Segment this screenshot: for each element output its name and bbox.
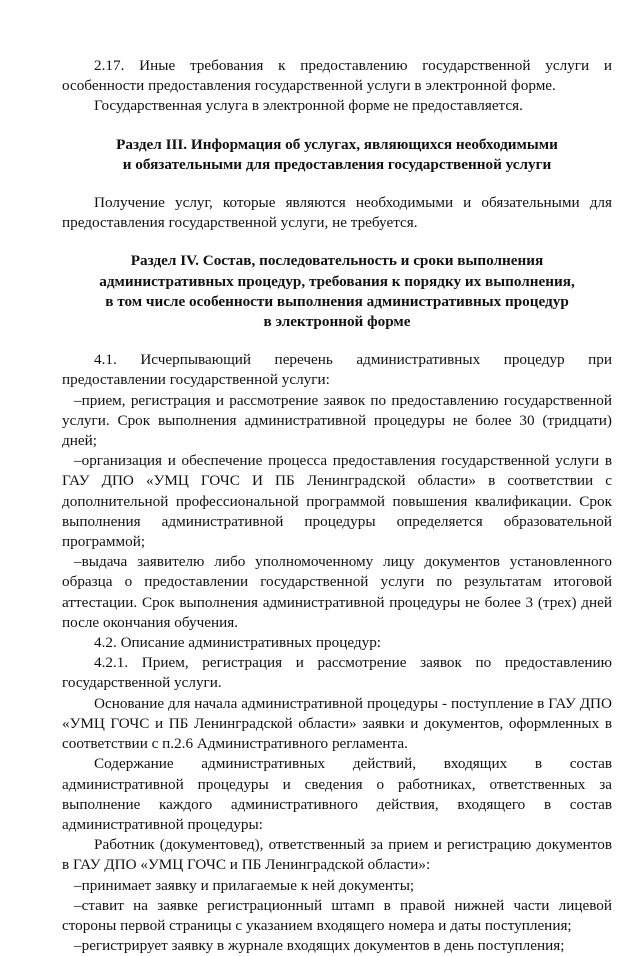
paragraph-2-17: 2.17. Иные требования к предоставлению государственной услуги и особенности предоставления государственной услуги в электронной форме. xyxy=(62,57,612,95)
paragraph-4-2: 4.2. Описание административных процедур: xyxy=(94,634,382,652)
section-4-heading xyxy=(62,251,612,332)
section-3-heading xyxy=(62,135,612,175)
action-item-1: –принимает заявку и прилагаемые к ней документы; xyxy=(74,876,415,894)
procedure-item-2: –организация и обеспечение процесса предоставления государственной услуги в ГАУ ДПО «УМЦ ГОЧС И ПБ Ленинградской области» в соответствии с дополнительной профессиональной программой повышения квалификации. Срок выполнения административной процедуры определяется образовательной программой; xyxy=(62,452,612,551)
action-item-3: –регистрирует заявку в журнале входящих документов в день поступления; xyxy=(74,937,565,955)
section-3-title-line-2: и обязательными для предоставления государственной услуги xyxy=(122,155,552,173)
document-page xyxy=(62,56,612,956)
action-item-2: –ставит на заявке регистрационный штамп в правой нижней части лицевой стороны первой страницы с указанием входящего номера и даты поступления; xyxy=(62,896,612,934)
section-3-title-line-1: Раздел III. Информация об услугах, являющихся необходимыми xyxy=(116,135,558,153)
paragraph-4-2-1: 4.2.1. Прием, регистрация и рассмотрение заявок по предоставлению государственной услуги. xyxy=(62,654,612,692)
paragraph-basis: Основание для начала административной процедуры - поступление в ГАУ ДПО «УМЦ ГОЧС и ПБ Ленинградской области» заявки и документов, оформленных в соответствии с п.2.6 Административного регламента. xyxy=(62,694,612,753)
section-3-text: Получение услуг, которые являются необходимыми и обязательными для предоставления государственной услуги, не требуется. xyxy=(62,194,612,232)
paragraph-4-1: 4.1. Исчерпывающий перечень административных процедур при предоставлении государственной услуги: xyxy=(62,351,612,389)
paragraph-worker: Работник (документовед), ответственный за прием и регистрацию документов в ГАУ ДПО «УМЦ ГОЧС и ПБ Ленинградской области»: xyxy=(62,836,612,874)
section-4-title-line-4: в электронной форме xyxy=(263,313,411,331)
section-4-title-line-1: Раздел IV. Состав, последовательность и сроки выполнения xyxy=(130,252,544,270)
section-4-title-line-3: в том числе особенности выполнения административных процедур xyxy=(105,292,569,310)
paragraph-content: Содержание административных действий, входящих в состав административной процедуры и сведения о работниках, ответственных за выполнение каждого административного действия, входящего в состав административной процедуры: xyxy=(62,755,612,833)
spacer xyxy=(62,117,612,135)
procedure-item-1: –прием, регистрация и рассмотрение заявок по предоставлению государственной услуги. Срок выполнения административной процедуры не более 30 (тридцати) дней; xyxy=(62,391,612,450)
section-4-title-line-2: административных процедур, требования к порядку их выполнения, xyxy=(99,272,575,290)
spacer xyxy=(62,332,612,350)
procedure-item-3: –выдача заявителю либо уполномоченному лицу документов установленного образца о предоставлении государственной услуги по результатам итоговой аттестации. Срок выполнения административной процедуры не более 3 (трех) дней после окончания обучения. xyxy=(62,553,612,631)
spacer xyxy=(62,233,612,251)
paragraph-2-17-note: Государственная услуга в электронной форме не предоставляется. xyxy=(94,97,523,115)
spacer xyxy=(62,175,612,193)
